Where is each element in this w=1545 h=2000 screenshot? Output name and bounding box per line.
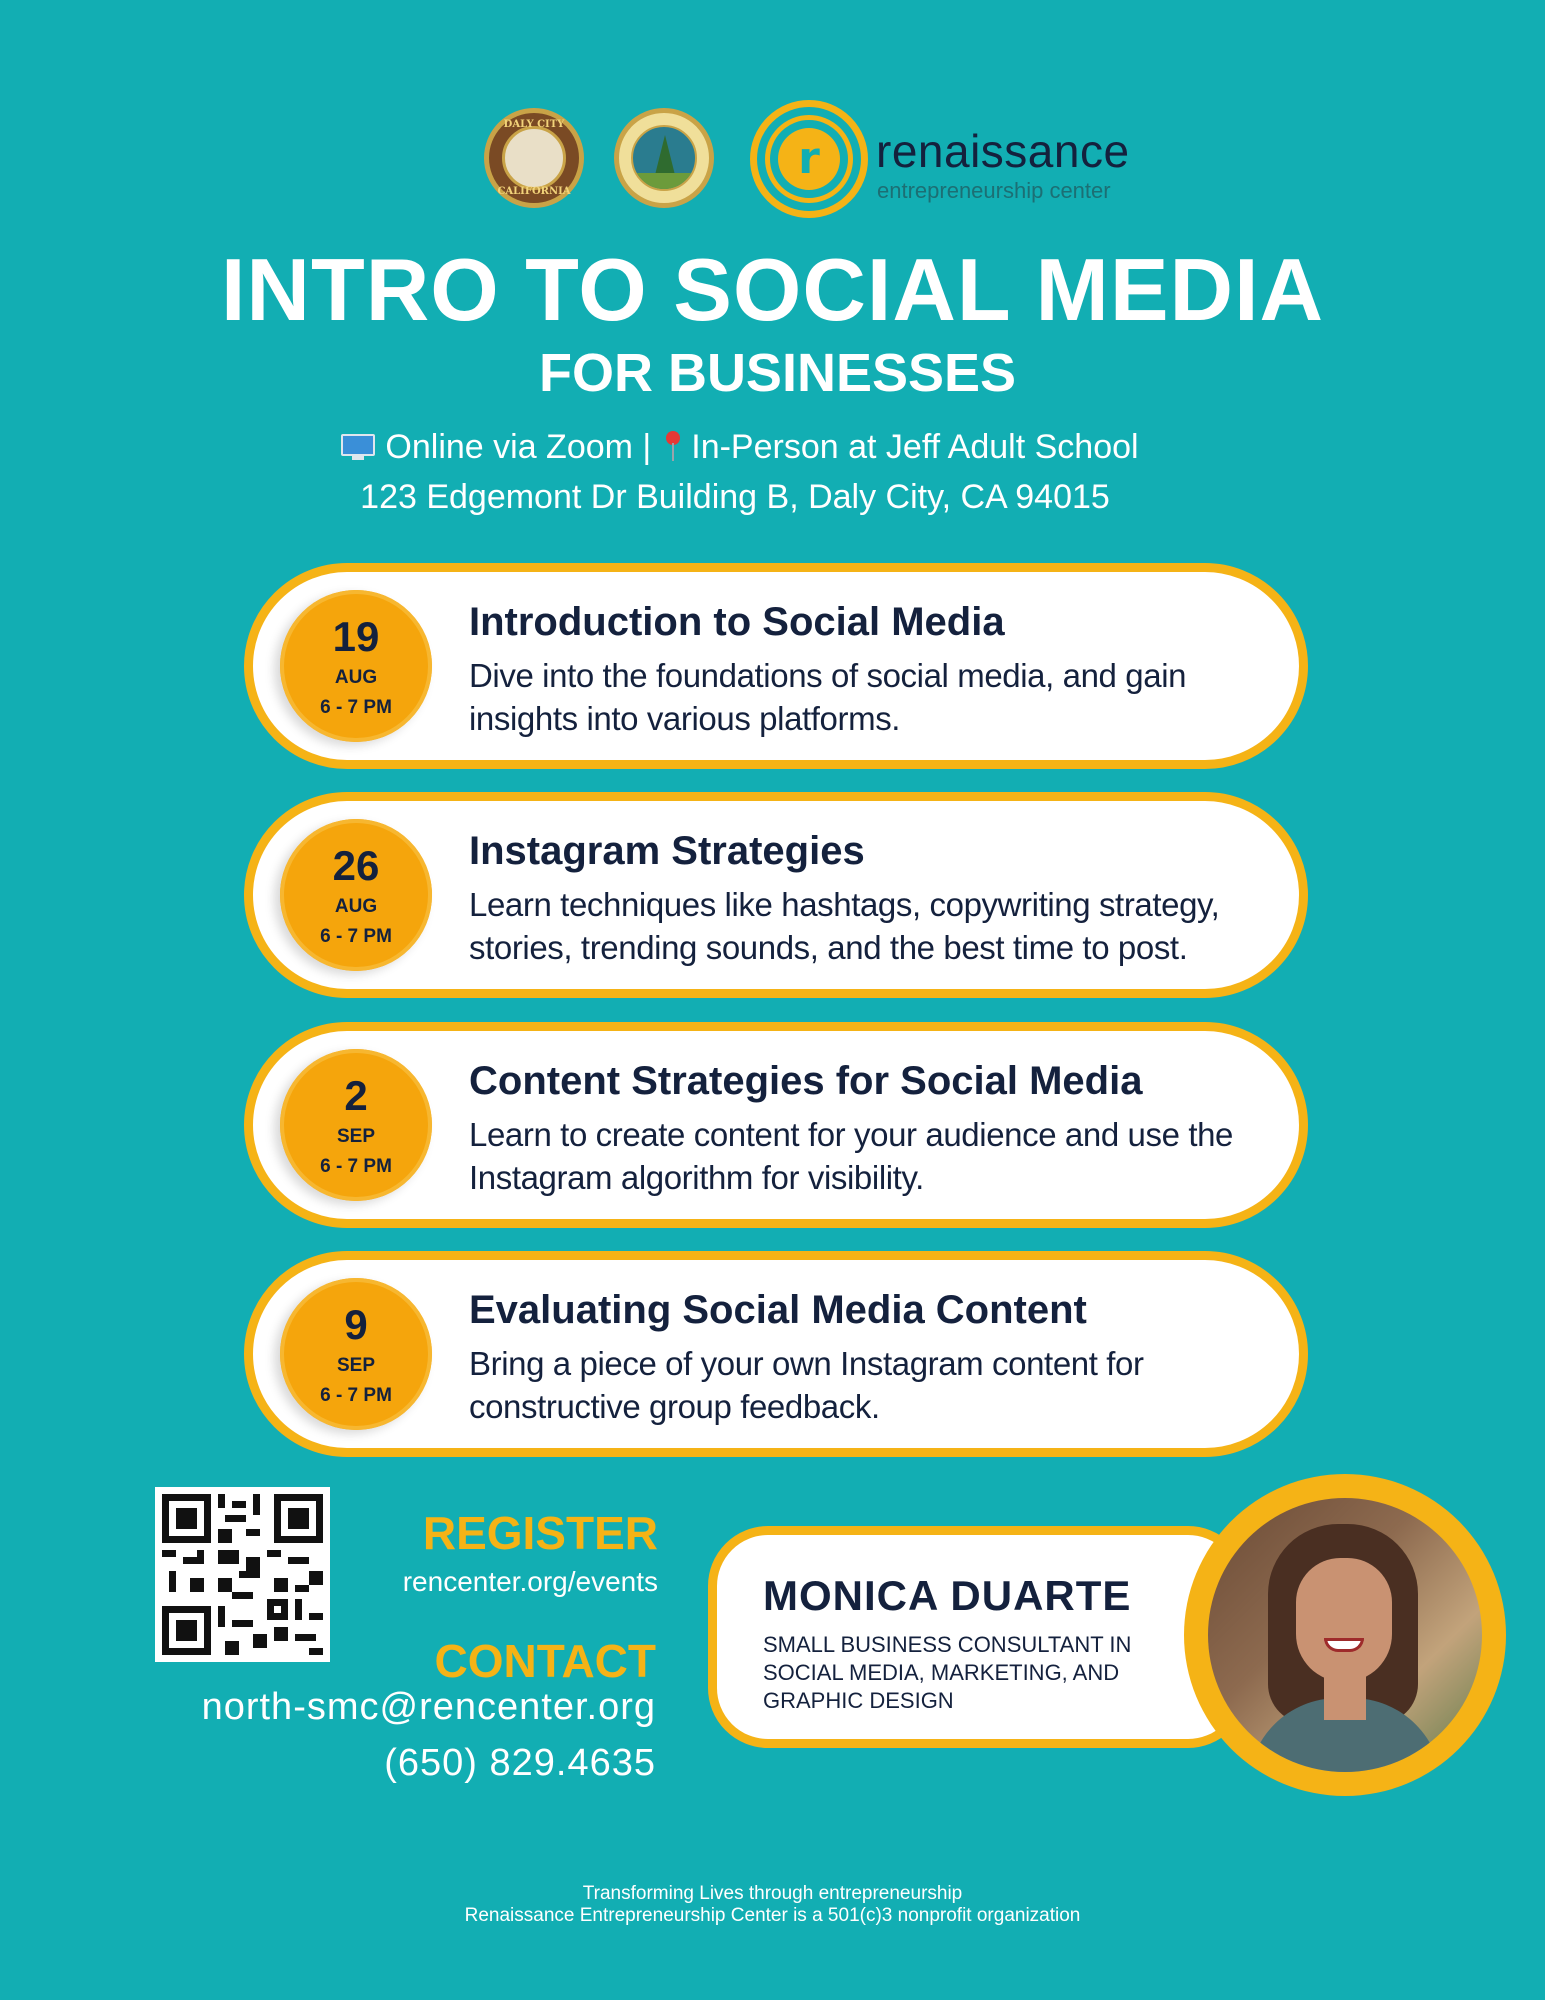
register-heading: REGISTER [422,1507,658,1559]
daly-city-seal-logo [484,108,584,208]
computer-monitor-icon [341,434,375,460]
pin-needle [672,443,674,461]
session-day: 19 [332,613,380,660]
renaissance-logo-mark [750,100,868,218]
online-text: Online via Zoom | [385,428,652,466]
speaker-name: MONICA DUARTE [763,1572,1132,1619]
speaker-card [708,1526,1248,1748]
redwood-tree-icon [655,135,675,175]
speaker-role: SMALL BUSINESS CONSULTANT IN SOCIAL MEDIA, MARKETING, AND GRAPHIC DESIGN [763,1632,1132,1713]
session-title: Instagram Strategies [469,829,865,873]
session-day: 9 [344,1301,368,1348]
address: 123 Edgemont Dr Building B, Daly City, CA 94015 [360,478,1110,516]
session-date-badge [280,819,432,971]
session-date-badge [280,590,432,742]
contact-email-link[interactable]: north-smc@rencenter.org [201,1686,656,1728]
renaissance-logo-subtitle: entrepreneurship center [877,178,1111,203]
session-card-1 [244,563,1308,769]
session-time: 6 - 7 PM [320,697,392,718]
session-date-badge [280,1278,432,1430]
session-day: 26 [332,842,380,889]
session-month: SEP [336,1355,376,1376]
location-line [0,430,1480,464]
session-card-3 [244,1022,1308,1228]
session-day: 2 [344,1072,368,1119]
footer-tagline: Transforming Lives through entrepreneurship [582,1883,963,1904]
renaissance-logo-letter: r [778,128,840,190]
speaker-photo [1184,1474,1506,1796]
county-seal-ground [633,173,695,189]
county-seal-emblem [631,125,697,191]
renaissance-logo-ring [765,115,853,203]
speaker-photo-frame [1208,1498,1482,1772]
page-subtitle: FOR BUSINESSES [538,343,1017,403]
session-time: 6 - 7 PM [320,1156,392,1177]
session-title: Introduction to Social Media [469,600,1005,644]
session-month: SEP [336,1126,376,1147]
session-date-badge [280,1049,432,1201]
session-description: Dive into the foundations of social media, and gain insights into various platforms. [469,657,1187,737]
san-mateo-county-seal-logo [614,108,714,208]
photo-face [1296,1558,1392,1682]
photo-neck [1324,1676,1366,1720]
session-card-4 [244,1251,1308,1457]
contact-phone-link[interactable]: (650) 829.4635 [384,1742,656,1784]
session-description: Learn to create content for your audience and use the Instagram algorithm for visibility. [469,1116,1234,1196]
session-time: 6 - 7 PM [320,1385,392,1406]
footer-nonprofit-note: Renaissance Entrepreneurship Center is a 501(c)3 nonprofit organization [464,1905,1081,1926]
page-title: INTRO TO SOCIAL MEDIA [220,240,1325,339]
daly-city-seal-bottom-text: CALIFORNIA [497,186,571,197]
inperson-text: In-Person at Jeff Adult School [691,428,1139,466]
session-title: Content Strategies for Social Media [469,1059,1143,1103]
daly-city-seal-emblem [502,126,566,190]
session-title: Evaluating Social Media Content [469,1288,1087,1332]
session-month: AUG [334,896,378,917]
session-time: 6 - 7 PM [320,926,392,947]
renaissance-logo-name: renaissance [876,125,1130,177]
session-month: AUG [334,667,378,688]
contact-heading: CONTACT [434,1635,656,1687]
session-description: Learn techniques like hashtags, copywriting strategy, stories, trending sounds, and the best time to post. [469,886,1220,966]
daly-city-seal-top-text: DALY CITY [503,119,565,130]
monitor-screen [341,434,375,456]
session-card-2 [244,792,1308,998]
location-pin-icon [663,431,683,463]
register-link[interactable]: rencenter.org/events [402,1566,658,1597]
monitor-stand [352,456,364,460]
session-description: Bring a piece of your own Instagram content for constructive group feedback. [469,1345,1144,1425]
